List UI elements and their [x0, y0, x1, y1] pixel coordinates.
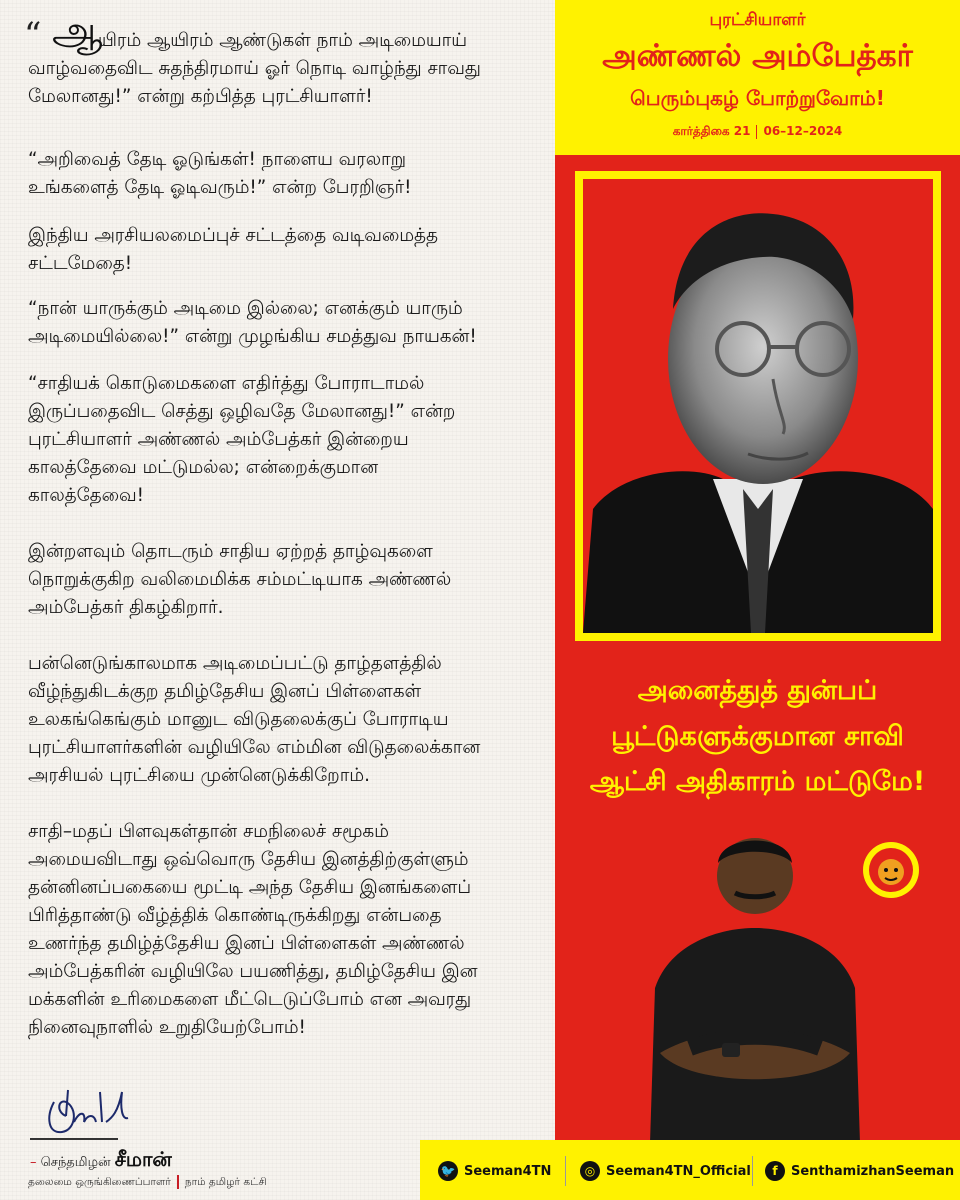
slogan-line-2: பூட்டுகளுக்குமான சாவி	[611, 721, 904, 752]
text-line: புரட்சியாளர் அண்ணல் அம்பேத்கர் இன்றைய	[28, 429, 409, 450]
twitter-text: Seeman4TN	[464, 1163, 552, 1179]
signatory-name	[30, 1147, 172, 1174]
date: 06–12–2024	[763, 124, 843, 138]
text-line: பன்னெடுங்காலமாக அடிமைப்பட்டு தாழ்தளத்தில்	[28, 653, 442, 674]
paragraph-7	[28, 650, 548, 790]
signatory-title	[28, 1175, 267, 1189]
header-line-1: புரட்சியாளர்	[709, 10, 806, 30]
text-line: மக்களின் உரிமைகளை மீட்டெடுப்போம் என அவரது	[28, 989, 472, 1010]
twitter-icon: 🐦	[438, 1161, 458, 1181]
instagram-text: Seeman4TN_Official	[606, 1163, 751, 1179]
opening-quote: “	[24, 15, 42, 55]
header-date	[555, 124, 960, 140]
poster-panel	[555, 0, 960, 1200]
portrait-frame	[575, 171, 941, 641]
paragraph-1	[24, 8, 548, 111]
paragraph-8	[28, 818, 548, 1042]
text-line: பிரித்தாண்டு வீழ்த்திக் கொண்டிருக்கிறது என்பதை	[28, 905, 442, 926]
text-line: “சாதியக் கொடுமைகளை எதிர்த்து போராடாமல்	[28, 373, 425, 394]
header-line-2: அண்ணல் அம்பேத்கர்	[602, 38, 913, 74]
text-line: சாதி–மதப் பிளவுகள்தான் சமநிலைச் சமூகம்	[28, 821, 389, 842]
paragraph-2	[28, 146, 548, 202]
tiger-emblem	[861, 840, 921, 900]
text-line: “அறிவைத் தேடி ஓடுங்கள்! நாளைய வரலாறு	[28, 149, 407, 170]
facebook-text: SenthamizhanSeeman	[791, 1163, 955, 1179]
text-line: உலகங்கெங்கும் மானுட விடுதலைக்குப் போராடிய	[28, 709, 449, 730]
slogan-line-3: ஆட்சி அதிகாரம் மட்டுமே!	[589, 766, 926, 797]
text-line: அம்பேத்கர் திகழ்கிறார்.	[28, 597, 224, 618]
text-line: காலத்தேவை!	[28, 485, 145, 506]
divider	[565, 1156, 566, 1186]
text-line: நினைவுநாளில் உறுதியேற்போம்!	[28, 1017, 306, 1038]
tamil-date: கார்த்திகை 21	[672, 124, 751, 138]
text-line: மேலானது!” என்று கற்பித்த புரட்சியாளர்!	[28, 86, 373, 107]
text-line: உங்களைத் தேடி ஓடிவரும்!” என்ற பேரறிஞர்!	[28, 177, 412, 198]
paragraph-3	[28, 222, 548, 278]
social-bar	[420, 1140, 960, 1200]
facebook-icon: f	[765, 1161, 785, 1181]
text-line: அடிமையில்லை!” என்று முழங்கிய சமத்துவ நாயகன்!	[28, 326, 477, 347]
text-line: தன்னினப்பகையை மூட்டி அந்த தேசிய இனங்களைப்	[28, 877, 472, 898]
signature-underline	[30, 1138, 118, 1140]
divider	[752, 1156, 753, 1186]
text-line: “நான் யாருக்கும் அடிமை இல்லை; எனக்கும் யாரும்	[28, 298, 463, 319]
divider	[756, 125, 757, 139]
leader-photo	[630, 818, 880, 1143]
paragraph-5	[28, 370, 548, 510]
dash: –	[30, 1155, 37, 1170]
text-line: வாழ்வதைவிட சுதந்திரமாய் ஓர் நொடி வாழ்ந்து சாவது	[28, 58, 481, 79]
text-line: நொறுக்குகிற வலிமைமிக்க சம்மட்டியாக அண்ணல்	[28, 569, 452, 590]
text-line: அம்பேத்கரின் வழியிலே பயணித்து, தமிழ்தேசிய இன	[28, 961, 478, 982]
text-line: வீழ்ந்துகிடக்குற தமிழ்தேசிய இனப் பிள்ளைகள்	[28, 681, 422, 702]
twitter-handle[interactable]	[438, 1160, 551, 1182]
drop-cap: ஆ	[52, 8, 103, 54]
text-line: சட்டமேதை!	[28, 253, 133, 274]
divider	[177, 1175, 179, 1189]
slogan-line-1: அனைத்துத் துன்பப்	[637, 675, 878, 706]
text-line: யிரம் ஆயிரம் ஆண்டுகள் நாம் அடிமையாய்	[98, 30, 468, 51]
text-line: அரசியல் புரட்சியை முன்னெடுக்கிறோம்.	[28, 765, 370, 786]
header-line-3: பெரும்புகழ் போற்றுவோம்!	[630, 86, 885, 110]
party: நாம் தமிழர் கட்சி	[184, 1176, 267, 1188]
paragraph-6	[28, 538, 548, 622]
name: சீமான்	[114, 1147, 172, 1171]
facebook-handle[interactable]	[765, 1160, 954, 1182]
portrait-illustration	[583, 179, 933, 633]
text-line: காலத்தேவை மட்டுமல்ல; என்றைக்குமான	[28, 457, 379, 478]
text-line: இன்றளவும் தொடரும் சாதிய ஏற்றத் தாழ்வுகளை	[28, 541, 433, 562]
paragraph-4	[28, 295, 548, 351]
portrait-image	[583, 179, 933, 633]
text-line: இந்திய அரசியலமைப்புச் சட்டத்தை வடிவமைத்த	[28, 225, 439, 246]
text-line: உணர்ந்த தமிழ்த்தேசிய இனப் பிள்ளைகள் அண்ணல்	[28, 933, 465, 954]
text-line: புரட்சியாளர்களின் வழியிலே எம்மின விடுதலைக்கான	[28, 737, 481, 758]
text-line: இருப்பதைவிட செத்து ஒழிவதே மேலானது!” என்ற	[28, 401, 456, 422]
instagram-icon: ◎	[580, 1161, 600, 1181]
text-line: அமையவிடாது ஒவ்வொரு தேசிய இனத்திற்குள்ளும்	[28, 849, 469, 870]
name-prefix: செந்தமிழன்	[40, 1155, 111, 1170]
header-banner	[555, 0, 960, 155]
instagram-handle[interactable]	[580, 1160, 751, 1182]
role: தலைமை ஒருங்கிணைப்பாளர்	[28, 1176, 171, 1188]
